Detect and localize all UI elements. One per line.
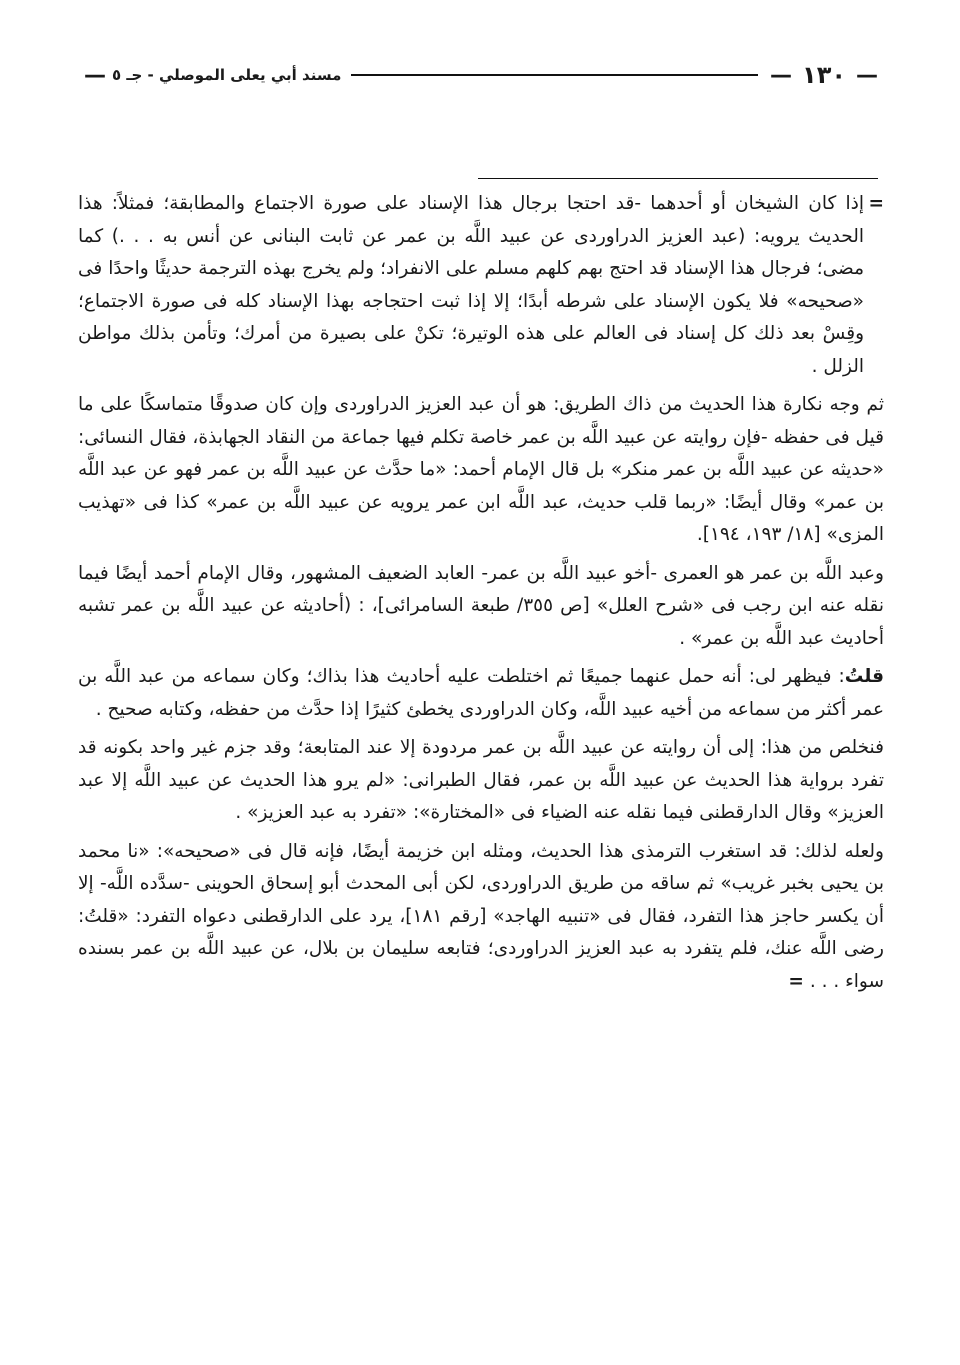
footnote-paragraph-6: [78, 836, 884, 999]
book-title: مسند أبي يعلى الموصلي - جـ ٥: [112, 66, 342, 84]
footnote-separator: [478, 178, 878, 179]
footnote-paragraph-2: [78, 389, 884, 552]
footnote-paragraph-1: [78, 188, 884, 383]
header-dash-middle: —: [770, 62, 793, 88]
footnote-paragraph-5: [78, 732, 884, 830]
paragraph-text: وعبد اللَّه بن عمر هو العمرى -أخو عبيد اللَّه بن عمر- العابد الضعيف المشهور، وقال الإمام أحمد أيضًا فيما نقله عنه ابن رجب فى «شرح العلل» [ص ٣٥٥/ طبعة السامرائى]، : (أحاديثه عن عبيد اللَّه بن عمر تشبه أحاديث عبد اللَّه بن عمر» .: [78, 562, 884, 649]
paragraph-text: فنخلص من هذا: إلى أن روايته عن عبيد اللَّه بن عمر مردودة إلا عند المتابعة؛ وقد جزم غير واحد بكونه قد تفرد برواية هذا الحديث عن عبيد اللَّه بن عمر، فقال الطبرانى: «لم يرو هذا الحديث عن عبيد اللَّه إلا عبد العزيز» وقال الدارقطنى فيما نقله عنه الضياء فى «المختارة»: «تفرد به عبد العزيز» .: [78, 737, 884, 823]
header-dash-right: —: [856, 62, 878, 88]
paragraph-text: ثم وجه نكارة هذا الحديث من ذاك الطريق: هو أن عبد العزيز الدراوردى وإن كان صدوقًا متماسكًا على ما قيل فى حفظه -فإن روايته عن عبيد اللَّه بن عمر خاصة تكلم فيها جماعة من النقاد الجهابذة، فقال النسائى: «حديثه عن عبيد اللَّه بن عمر منكر» بل قال الإمام أحمد: «ما حدَّث عن عبيد اللَّه بن عمر فهو عن عبد اللَّه بن عمر» وقال أيضًا: «ربما قلب حديث، عبد اللَّه ابن عمر يرويه عن عبيد اللَّه بن عمر» كذا فى «تهذيب المزى» [١٨/ ١٩٣، ١٩٤].: [78, 394, 884, 545]
continuation-mark-start: =: [868, 193, 884, 214]
footnote-body: [78, 188, 884, 1004]
continuation-mark-end: =: [788, 970, 804, 992]
qultu-label: قلتُ: [844, 666, 884, 687]
footnote-paragraph-4: [78, 661, 884, 726]
footnote-paragraph-3: [78, 558, 884, 656]
header-rule: [351, 74, 758, 76]
page-number: ١٣٠: [802, 61, 846, 89]
running-header: [80, 58, 882, 92]
paragraph-text: : فيظهر لى: أنه حمل عنهما جميعًا ثم اختلطت عليه أحاديث هذا بذاك؛ وكان سماعه من عبد اللَّه بن عمر أكثر من سماعه من أخيه عبيد اللَّه، وكان الدراوردى يخطئ كثيرًا إذا حدَّث من حفظه، وكتابه صحيح .: [78, 666, 884, 720]
paragraph-text: ولعله لذلك: قد استغرب الترمذى هذا الحديث، ومثله ابن خزيمة أيضًا، فإنه قال فى «صحيحه»: «نا محمد بن يحيى بخبر غريب» ثم ساقه من طريق الدراوردى، لكن أبى المحدث أبو إسحاق الحوينى -سدَّده اللَّه- إلا أن يكسر حاجز هذا التفرد، فقال فى «تنبيه الهاجد» [رقم ١٨١]، يرد على الدارقطنى دعواه التفرد: «قلتُ: رضى اللَّه عنك، فلم يتفرد به عبد العزيز الدراوردى؛ فتابعه سليمان بن بلال، عن عبيد اللَّه بن عمر بسنده سواء . . .: [78, 840, 884, 992]
header-dash-left: —: [84, 62, 106, 88]
paragraph-text: إذا كان الشيخان أو أحدهما -قد احتجا برجال هذا الإسناد على صورة الاجتماع والمطابقة؛ فمثلاً: هذا الحديث يرويه: (عبد العزيز الدراوردى عن عبيد اللَّه بن عمر عن ثابت البنانى عن أنس به . . .) كما مضى؛ فرجال هذا الإسناد قد احتج بهم كلهم مسلم على الانفراد؛ ولم يخرج بهذه الترجمة حديثًا واحدًا فى «صحيحه» فلا يكون الإسناد على شرطه أبدًا؛ إلا إذا ثبت احتجاجه بهذا الإسناد كله فى صورة الاجتماع؛ وقِسْ بعد ذلك كل إسناد فى العالم على هذه الوتيرة؛ تكنْ على بصيرة من أمرك؛ وتأمن بذلك مواطن الزلل .: [78, 193, 864, 377]
